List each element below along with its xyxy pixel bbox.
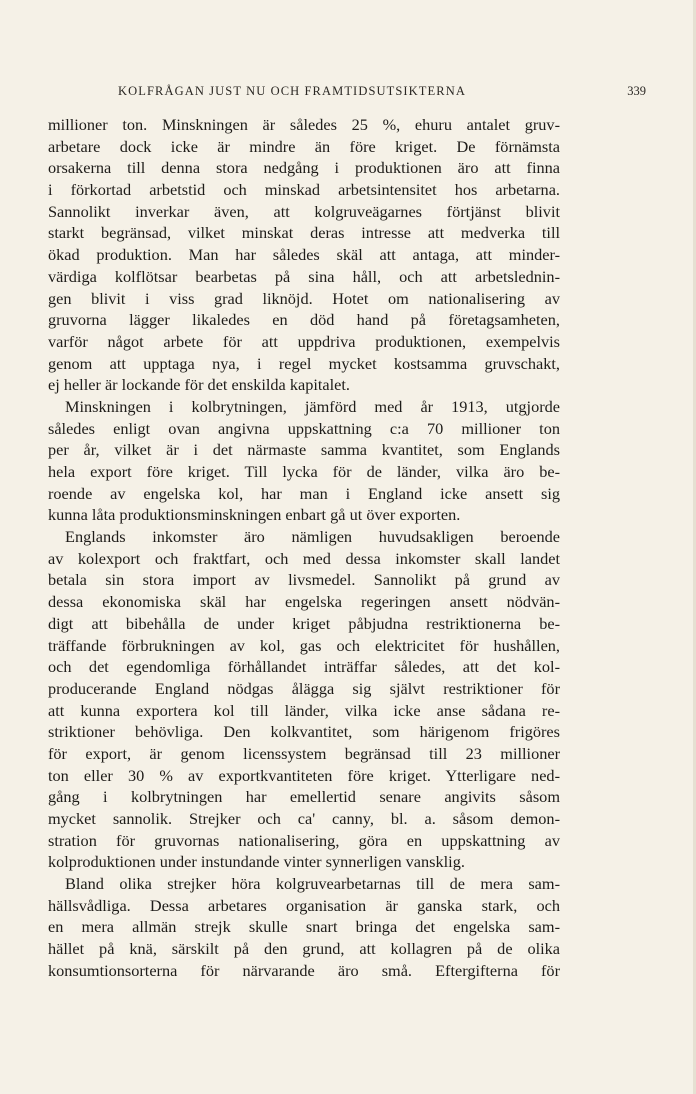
- text-line: värdiga kolflötsar bearbetas på sina håll, och att arbetslednin-: [48, 266, 560, 286]
- text-line: ej heller är lockande för det enskilda kapitalet.: [48, 375, 350, 395]
- text-line: ton eller 30 % av exportkvantiteten före kriget. Ytterligare ned-: [48, 765, 560, 785]
- body-text: [48, 114, 560, 982]
- text-line: roende av engelska kol, har man i England icke ansett sig: [48, 483, 560, 503]
- text-line: kolproduktionen under instundande vinter synnerligen vansklig.: [48, 852, 465, 872]
- text-line: konsumtionsorterna för närvarande äro små. Eftergifterna för: [48, 960, 560, 980]
- text-line: varför något arbete för att uppdriva produktionen, exempelvis: [48, 331, 560, 351]
- text-line: genom att upptaga nya, i regel mycket kostsamma gruvschakt,: [48, 353, 560, 373]
- text-line: av kolexport och fraktfart, och med dessa inkomster skall landet: [48, 548, 560, 568]
- text-line: att kunna exportera kol till länder, vilka icke anse sådana re-: [48, 700, 560, 720]
- page-header: [48, 84, 646, 104]
- text-line: hället på knä, särskilt på den grund, att kollagren på de olika: [48, 939, 560, 959]
- text-line: således enligt ovan angivna uppskattning c:a 70 millioner ton: [48, 418, 560, 438]
- text-line: producerande England nödgas ålägga sig självt restriktioner för: [48, 678, 560, 698]
- text-line: i förkortad arbetstid och minskad arbetsintensitet hos arbetarna.: [48, 180, 560, 200]
- text-line: arbetare dock icke är mindre än före kriget. De förnämsta: [48, 136, 560, 156]
- running-head: KOLFRÅGAN JUST NU OCH FRAMTIDSUTSIKTERNA: [118, 84, 466, 98]
- text-line: och det egendomliga förhållandet inträffar således, att det kol-: [48, 657, 560, 677]
- text-line: ökad produktion. Man har således skäl att antaga, att minder-: [48, 245, 560, 265]
- text-line: gen blivit i viss grad liknöjd. Hotet om nationalisering av: [48, 288, 560, 308]
- text-line: hällsvådliga. Dessa arbetares organisation är ganska stark, och: [48, 895, 560, 915]
- text-line: för export, är genom licenssystem begränsad till 23 millioner: [48, 743, 560, 763]
- text-line: kunna låta produktionsminskningen enbart gå ut över exporten.: [48, 505, 461, 525]
- text-line: orsakerna till denna stora nedgång i produktionen äro att finna: [48, 158, 560, 178]
- text-line: stration för gruvornas nationalisering, göra en uppskattning av: [48, 830, 560, 850]
- text-line: Sannolikt inverkar även, att kolgruveägarnes förtjänst blivit: [48, 201, 560, 221]
- text-line: per år, vilket är i det närmaste samma kvantitet, som Englands: [48, 440, 560, 460]
- text-line: striktioner behövliga. Den kolkvantitet, som härigenom frigöres: [48, 722, 560, 742]
- text-line: Bland olika strejker höra kolgruvearbetarnas till de mera sam-: [65, 874, 560, 894]
- text-line: gång i kolbrytningen har emellertid senare angivits såsom: [48, 787, 560, 807]
- text-line: en mera allmän strejk skulle snart bringa det engelska sam-: [48, 917, 560, 937]
- text-line: träffande förbrukningen av kol, gas och elektricitet för hushållen,: [48, 635, 560, 655]
- text-line: digt att bibehålla de under kriget påbjudna restriktionerna be-: [48, 613, 560, 633]
- page-number: 339: [627, 84, 646, 98]
- text-line: Minskningen i kolbrytningen, jämförd med år 1913, utgjorde: [65, 396, 560, 416]
- text-line: Englands inkomster äro nämligen huvudsakligen beroende: [65, 527, 560, 547]
- text-line: millioner ton. Minskningen är således 25 %, ehuru antalet gruv-: [48, 115, 560, 134]
- text-line: gruvorna lägger likaledes en död hand på företagsamheten,: [48, 310, 560, 330]
- text-line: hela export före kriget. Till lycka för de länder, vilka äro be-: [48, 462, 560, 481]
- text-line: betala sin stora import av livsmedel. Sannolikt på grund av: [48, 570, 560, 590]
- text-line: mycket sannolik. Strejker och ca' canny, bl. a. såsom demon-: [48, 809, 560, 828]
- text-line: starkt begränsad, vilket minskat deras intresse att medverka till: [48, 223, 560, 243]
- text-line: dessa ekonomiska skäl har engelska regeringen ansett nödvän-: [48, 592, 560, 612]
